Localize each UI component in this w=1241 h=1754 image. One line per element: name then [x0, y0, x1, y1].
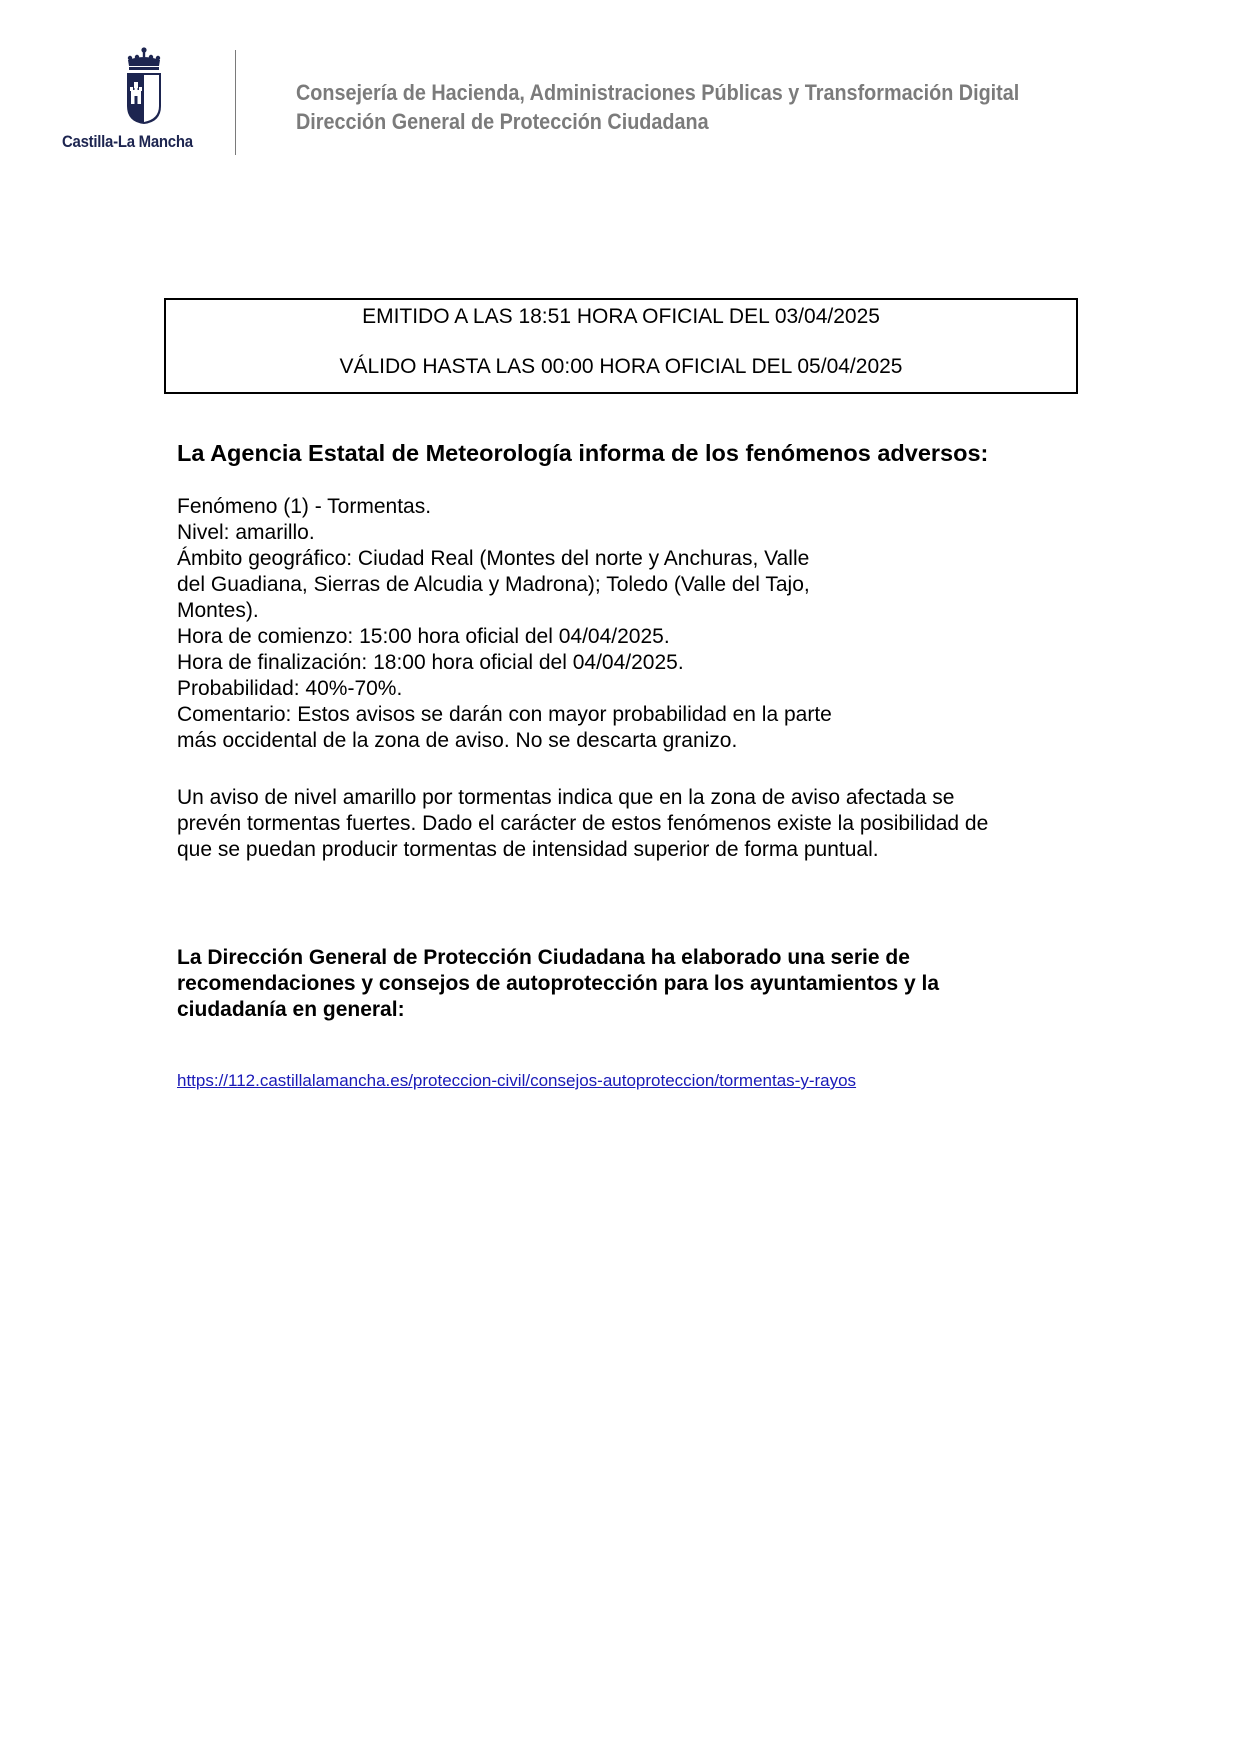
coat-of-arms-icon — [124, 46, 164, 126]
validity-box — [164, 298, 1078, 394]
logo-wordmark: Castilla-La Mancha — [62, 132, 193, 151]
heading-line: La Dirección General de Protección Ciudadana ha elaborado una serie de — [177, 946, 910, 969]
emitted-time: EMITIDO A LAS 18:51 HORA OFICIAL DEL 03/04/2025 — [362, 305, 880, 328]
detail-line: del Guadiana, Sierras de Alcudia y Madrona); Toledo (Valle del Tajo, — [177, 573, 810, 596]
detail-line: Hora de comienzo: 15:00 hora oficial del 04/04/2025. — [177, 625, 670, 648]
heading-line: ciudadanía en general: — [177, 998, 405, 1021]
detail-line: Comentario: Estos avisos se darán con mayor probabilidad en la parte — [177, 703, 832, 726]
castilla-la-mancha-logo — [62, 46, 222, 156]
detail-line: Nivel: amarillo. — [177, 521, 315, 544]
phenomenon-details — [177, 494, 1077, 754]
self-protection-advice-link[interactable]: https://112.castillalamancha.es/proteccion-civil/consejos-autoproteccion/tormentas-y-rayos — [177, 1071, 857, 1090]
detail-line: Ámbito geográfico: Ciudad Real (Montes del norte y Anchuras, Valle — [177, 547, 810, 570]
yellow-warning-paragraph — [177, 785, 1077, 863]
paragraph-line: Un aviso de nivel amarillo por tormentas indica que en la zona de aviso afectada se — [177, 786, 955, 809]
detail-line: Montes). — [177, 599, 259, 622]
detail-line: Fenómeno (1) - Tormentas. — [177, 495, 432, 518]
header-divider — [235, 50, 236, 155]
paragraph-line: que se puedan producir tormentas de intensidad superior de forma puntual. — [177, 838, 879, 861]
detail-line: más occidental de la zona de aviso. No se descarta granizo. — [177, 729, 738, 752]
header-department — [296, 78, 1019, 136]
detail-line: Probabilidad: 40%-70%. — [177, 677, 403, 700]
recommendations-heading — [177, 945, 1077, 1023]
valid-until: VÁLIDO HASTA LAS 00:00 HORA OFICIAL DEL 05/04/2025 — [339, 355, 903, 378]
paragraph-line: prevén tormentas fuertes. Dado el carácter de estos fenómenos existe la posibilidad de — [177, 812, 989, 835]
detail-line: Hora de finalización: 18:00 hora oficial del 04/04/2025. — [177, 651, 684, 674]
heading-line: recomendaciones y consejos de autoprotección para los ayuntamientos y la — [177, 972, 940, 995]
aemet-heading: La Agencia Estatal de Meteorología informa de los fenómenos adversos: — [177, 440, 989, 466]
header-directorate: Dirección General de Protección Ciudadana — [296, 109, 709, 134]
header-ministry: Consejería de Hacienda, Administraciones Públicas y Transformación Digital — [296, 80, 1020, 105]
